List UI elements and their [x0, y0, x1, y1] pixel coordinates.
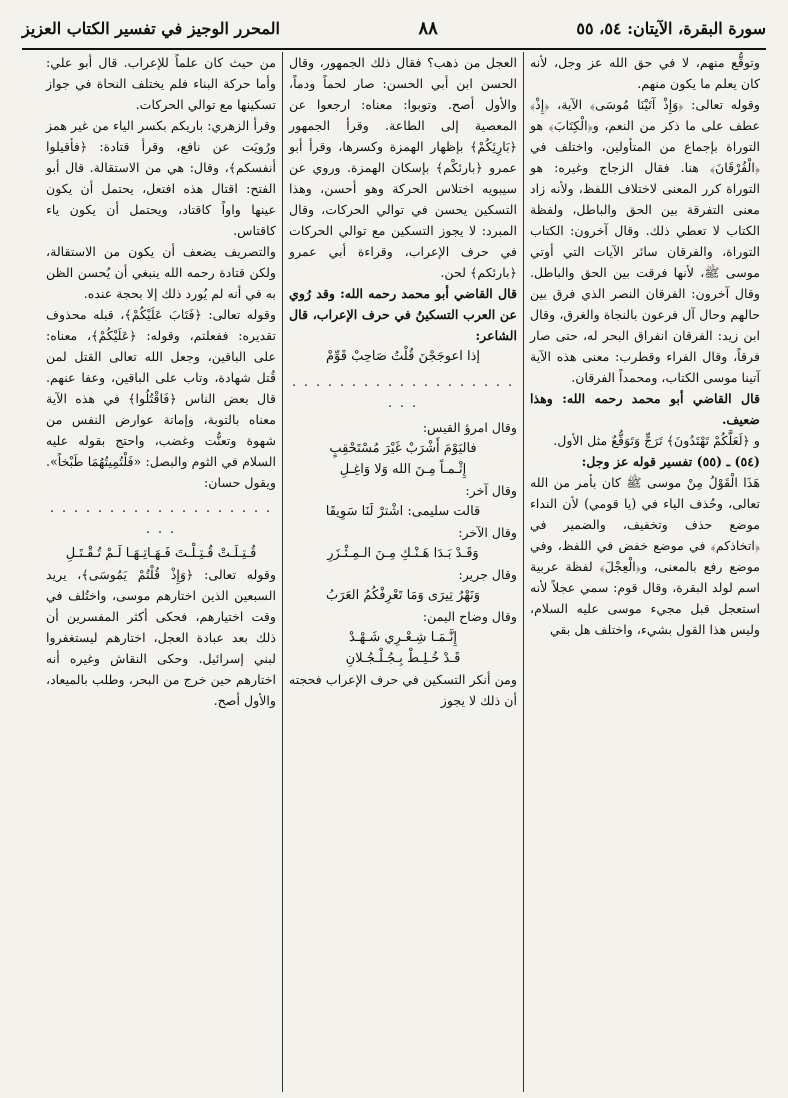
column-right: [524, 52, 766, 1092]
paragraph: العجل من ذهب؟ فقال ذلك الجمهور، وقال الحسن ابن أبي الحسن: صار لحماً ودماً، والأول أصح. وتوبوا: معناه: ارجعوا عن المعصية إلى الطاعة. وقرأ الجمهور ﴿بَارِئِكُمْ﴾ بإظهار الهمزة وكسرها، وقرأ أبو عمرو ﴿بارئكْم﴾ بإسكان الهمزة. وروي عن سيبويه اختلاس الحركة وهو أحسن، وهذا التسكين يحسن في توالي الحركات، وقال المبرد: لا يجوز التسكين مع توالي الحركات في حرف الإعراب، وقراءة أبي عمرو ﴿بارئكم﴾ لحن.: [289, 55, 517, 280]
verse-line: وَنَهْرُ تِيرَى وَمَا تَعْرِفْكُمُ العَرَبُ: [325, 588, 481, 603]
verse-line: وَقَـدْ بَـدَا هَـنْـكِ مِـنَ الـمِـئْـزَرِ: [327, 546, 479, 561]
paragraph: وقرأ الزهري: باريكم بكسر الياء من غير همز ورُويَت عن نافع، وقرأ قتادة: ﴿فأقيلوا أنفسكم﴾، وقال: هي من الاستقالة. قال أبو الفتح: اقتال هذه افتعل، يحتمل أن يكون عينها واواً كاقتاد، ويحتمل أن يكون ياء كاقتاس.: [46, 118, 276, 238]
paragraph: وقوله تعالى: ﴿وَإِذْ قُلْتُمْ يَمُوسَى﴾، يريد السبعين الذين اختارهم موسى، واختُلف في وقت اختيارهم، فحكى أكثر المفسرين أن ذلك بعد عبادة العجل، اختارهم ليستغفروا لبني إسرائيل. وحكى النقاش وغيره أنه اختارهم حين خرج من البحر، وطلب بالميعاد، والأول أصح.: [46, 567, 276, 708]
header-left-title: المحرر الوجيز في تفسير الكتاب العزيز: [22, 18, 280, 38]
paragraph: من حيث كان علماً للإعراب. قال أبو علي: وأما حركة البناء فلم يختلف النحاة في جواز تسكينها مع توالي الحركات.: [46, 55, 276, 112]
verse-line: إِثْـمـاً مِـنَ الله وَلا وَاغِـلِ: [339, 462, 467, 477]
paragraph: وقوله تعالى: ﴿وَإِذْ آتَيْنَا مُوسَى﴾ الآية، ﴿إِذْ﴾ عطف على ما ذكر من النعم، و﴿الْكِتَابَ﴾ هو التوراة بإجماع من المتأولين، واختلف في ﴿الْفُرْقَانَ﴾ هنا. فقال الزجاج وغيره: هو التوراة كرر المعنى لاختلاف اللفظ، ولأنه زاد معنى التفرقة بين الحق والباطل، ولفظة الكتاب لا تعطي ذلك. وقال آخرون: الكتاب التوراة، والفرقان سائر الآيات التي أوتي موسى ﷺ، لأنها فرقت بين الحق والباطل. وقال آخرون: الفرقان النصر الذي فرق بين حالهم وحال آل فرعون بالنجاة والغرق، وقال ابن زيد: الفرقان انفراق البحر له، حتى صار فرقاً، وقال الفراء وقطرب: معنى هذه الآية آتينا موسى الكتاب، ومحمداً الفرقان.: [530, 97, 760, 385]
poet-label: وقال وضاح اليمن:: [422, 609, 517, 624]
paragraph: قال القاضي أبو محمد رحمه الله: وقد رُوي عن العرب التسكينُ في حرف الإعراب، قال الشاعر:: [289, 286, 517, 343]
paragraph: و ﴿لَعَلَّكُمْ تَهْتَدُونَ﴾ تَرَجٍّ وَتَوَقُّعٌ مثل الأول.: [553, 433, 760, 448]
page-number: ٨٨: [418, 17, 438, 39]
verse-line: إِنَّـمَـا شِـعْـرِي شَـهْـدْ: [348, 630, 458, 645]
verse-line: قُـتِـلَـتْ قُـتِـلْـتَ فَـهَـاتِـهَـا لَـمْ تُـقْـتَـلِ: [65, 546, 257, 561]
paragraph: وقوله تعالى: ﴿فَتَابَ عَلَيْكُمْ﴾، قبله محذوف تقديره: ففعلتم، وقوله: ﴿عَلَيْكُمْ﴾، معناه: على الباقين، وجعل الله تعالى القتل لمن قُتل شهادة، وتاب على الباقين، وعفا عنهم. قال بعض الناس ﴿فَاقْتُلُوا﴾ في هذه الآية معناه بالتوبة، وإماتة عوارض النفس من شهوة وتعنُّت وغضب، واحتج بقوله عليه السلام في الثوم والبصل: «فَلْتُمِيتُهُمَا طَبْخاً». ويقول حسان:: [46, 307, 276, 490]
column-left: [40, 52, 282, 1092]
poet-label: وقال الآخر:: [458, 525, 517, 540]
poet-label: وقال امرؤ القيس:: [422, 420, 517, 435]
poet-label: وقال آخر:: [465, 483, 517, 498]
dots-divider: . . . . . . . . . . . . . . . . . . . . . .: [49, 500, 273, 536]
paragraph: ومن أنكر التسكين في حرف الإعراب فحجته أن ذلك لا يجوز: [289, 672, 517, 708]
dots-divider: . . . . . . . . . . . . . . . . . . . . . .: [291, 374, 515, 410]
paragraph: وتوقُّع منهم، لا في حق الله عز وجل، لأنه كان يعلم ما يكون منهم.: [530, 55, 760, 91]
poet-label: وقال جرير:: [458, 567, 517, 582]
paragraph: هَذَا الْقَوْلُ مِنْ موسى ﷺ كان بأمر من الله تعالى، وحُذف الياء في (يا قومي) لأن النداء موضع حذف وتخفيف، والضمير في ﴿اتخاذكم﴾ في موضع خفض في اللفظ، وفي موضع رفع بالمعنى، و﴿الْعِجْلَ﴾ لفظة عربية اسم لولد البقرة، وقال قوم: سمي عجلاً لأنه استعجل قبل مجيء موسى عليه السلام، وليس هذا القول بشيء، واختلف هل بقي: [530, 475, 760, 637]
verse-line: إذا اعوجَجْنَ قُلْتُ صَاحِبْ قَوِّمْ: [325, 349, 480, 364]
column-middle: [282, 52, 524, 1092]
page-header: [22, 8, 766, 50]
text-columns: [22, 52, 766, 1092]
verse-line: قالت سليمى: اشْترْ لَنَا سَوِيقَا: [325, 504, 481, 519]
paragraph: والتصريف يضعف أن يكون من الاستقالة، ولكن قتادة رحمه الله ينبغي أن يُحسن الظن به في أنه لم يُورد ذلك إلا بحجة عنده.: [46, 244, 276, 301]
verse-line: قَـدْ خُـلِـطْ بِـجُـلْـجُـلانِ: [345, 651, 461, 666]
verse-line: فاليَوْمَ أَشْرَبْ غَيْرَ مُسْتَحْقِبٍ: [329, 441, 477, 456]
header-right-title: سورة البقرة، الآيتان: ٥٤، ٥٥: [576, 18, 766, 38]
paragraph: قال القاضي أبو محمد رحمه الله: وهذا ضعيف.: [530, 391, 760, 427]
verse-heading: (٥٤) ـ (٥٥) تفسير قوله عز وجل:: [581, 454, 760, 469]
